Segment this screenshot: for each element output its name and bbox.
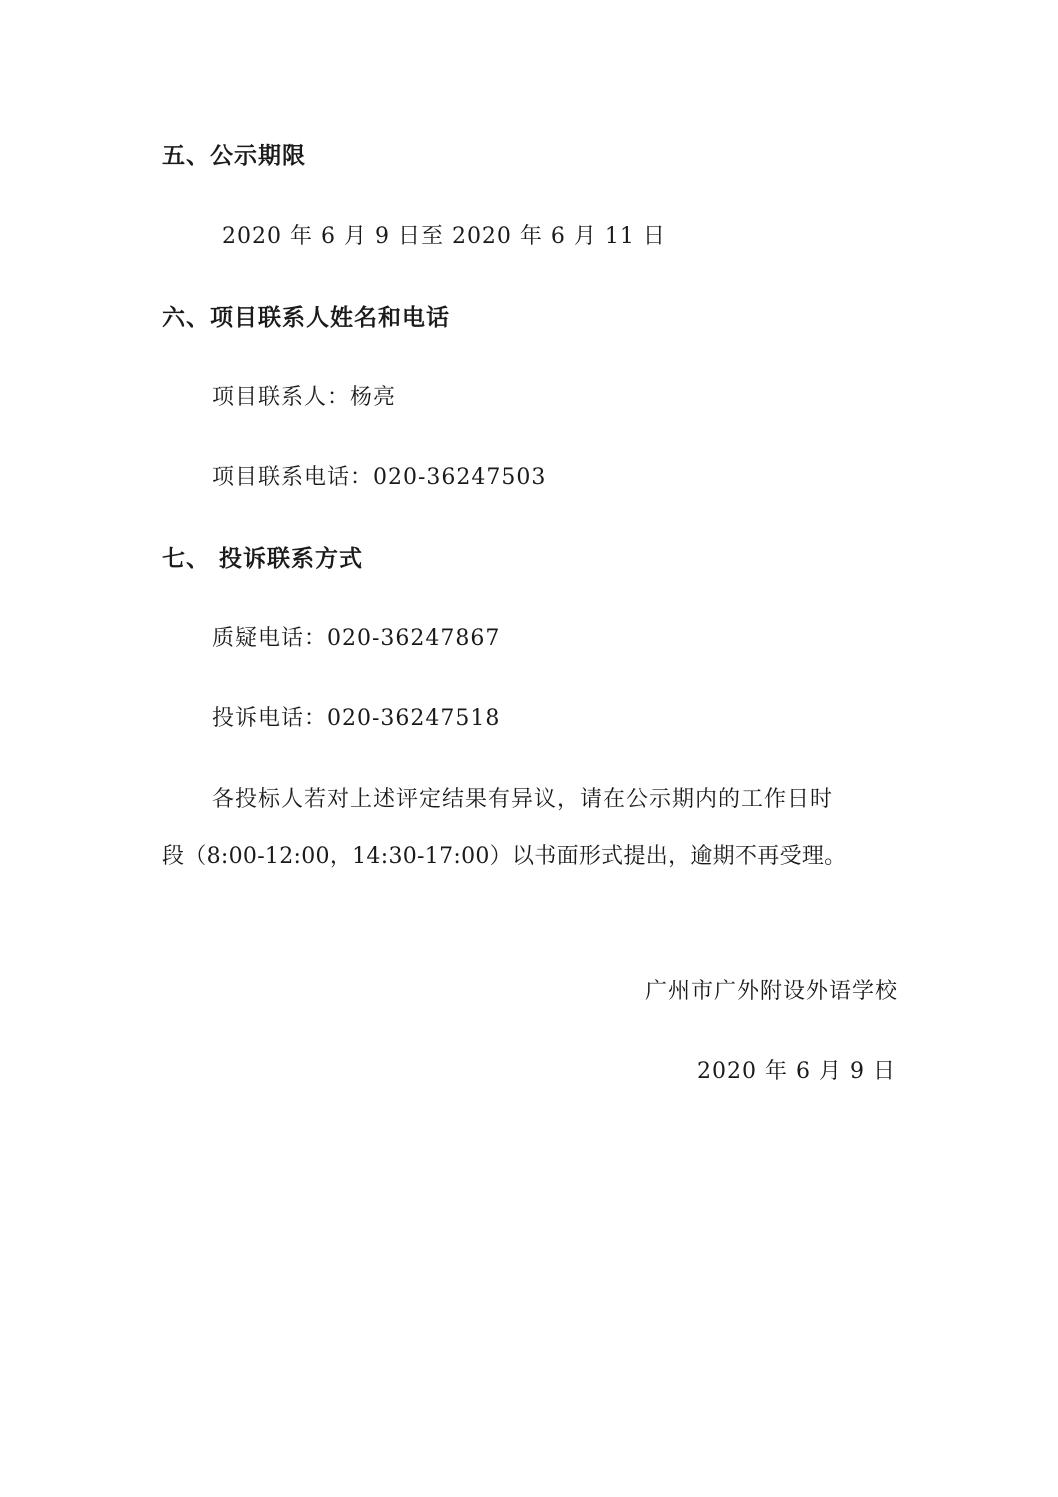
project-contact-person: 项目联系人：杨亮 — [212, 385, 397, 410]
section-heading-project-contact: 六、项目联系人姓名和电话 — [162, 305, 450, 331]
publicity-period-dates: 2020 年 6 月 9 日至 2020 年 6 月 11 日 — [222, 224, 666, 249]
complaint-phone: 投诉电话：020-36247518 — [212, 706, 501, 731]
notice-paragraph-line-1: 各投标人若对上述评定结果有异议，请在公示期内的工作日时 — [212, 787, 834, 812]
query-phone: 质疑电话：020-36247867 — [212, 626, 501, 651]
section-heading-publicity-period: 五、公示期限 — [162, 143, 306, 169]
signature-organization: 广州市广外附设外语学校 — [644, 979, 898, 1004]
section-heading-complaint-contact: 七、 投诉联系方式 — [162, 546, 364, 572]
project-contact-phone: 项目联系电话：020-36247503 — [212, 465, 547, 490]
notice-paragraph-line-2: 段（8:00-12:00，14:30-17:00）以书面形式提出，逾期不再受理。 — [162, 844, 847, 869]
signature-date: 2020 年 6 月 9 日 — [697, 1059, 896, 1084]
